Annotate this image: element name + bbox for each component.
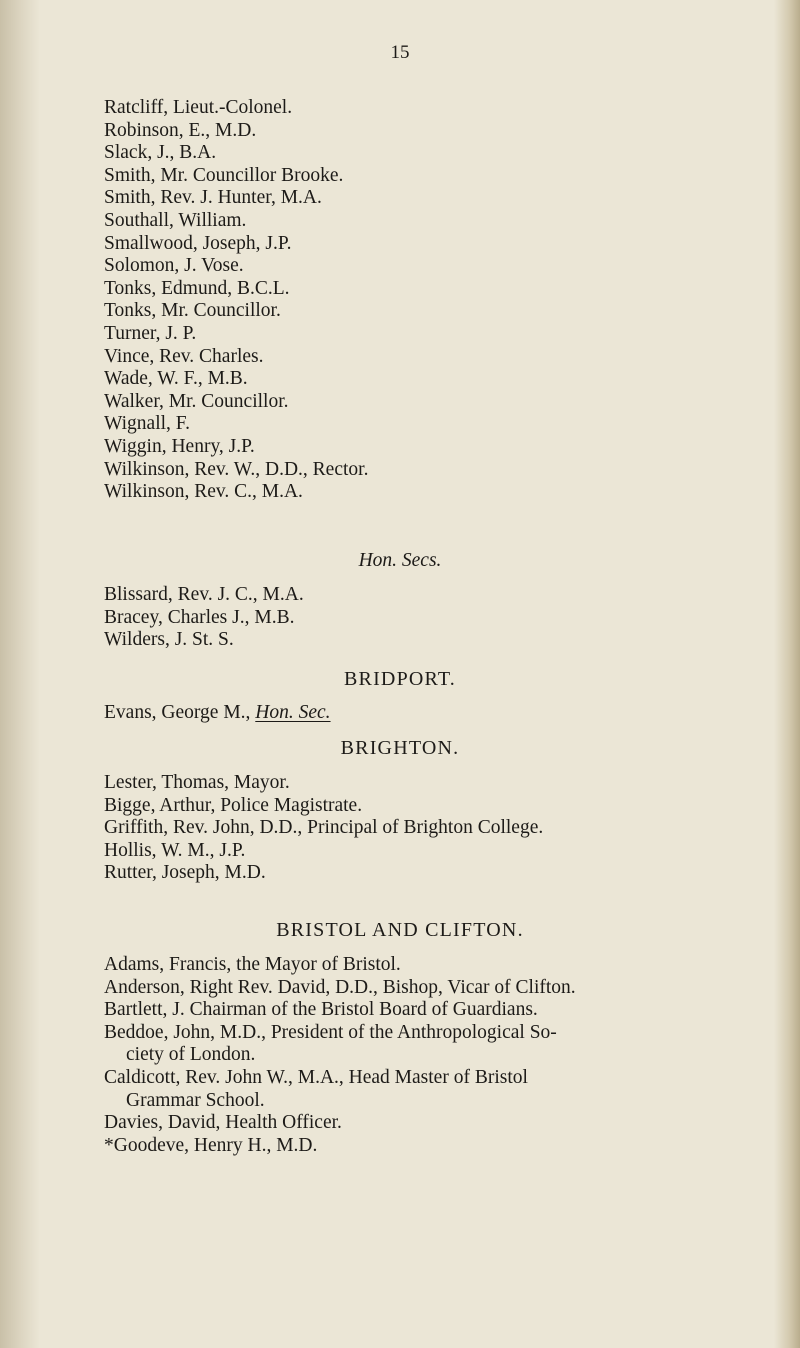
list-item: Blissard, Rev. J. C., M.A. [104, 584, 304, 605]
list-item: Wignall, F. [104, 413, 190, 435]
list-item: Wilkinson, Rev. W., D.D., Rector. [104, 458, 369, 480]
brighton-heading: BRIGHTON. [340, 737, 460, 759]
page-number: 15 [390, 42, 410, 63]
list-item-continuation [104, 1044, 576, 1067]
list-item: Vince, Rev. Charles. [104, 345, 264, 367]
list-item: Robinson, E., M.D. [104, 119, 257, 141]
list-item: Adams, Francis, the Mayor of Bristol. [104, 954, 401, 975]
list-item: Griffith, Rev. John, D.D., Principal of Brighton College. [104, 817, 544, 839]
list-item [104, 1067, 576, 1090]
list-item: Solomon, J. Vose. [104, 255, 244, 277]
bristol-list [104, 954, 576, 1157]
entry-role: Hon. Sec. [255, 702, 331, 723]
bridport-list [104, 702, 331, 725]
entry-line: Grammar School. [126, 1089, 265, 1111]
list-item: Wilkinson, Rev. C., M.A. [104, 481, 303, 503]
hon-secs-heading: Hon. Secs. [358, 550, 442, 571]
list-item: Bigge, Arthur, Police Magistrate. [104, 794, 363, 816]
hon-secs-list [104, 584, 304, 652]
list-item: Slack, J., B.A. [104, 142, 217, 164]
list-item: Lester, Thomas, Mayor. [104, 772, 290, 793]
list-item: Ratcliff, Lieut.-Colonel. [104, 97, 293, 118]
list-item: *Goodeve, Henry H., M.D. [104, 1134, 318, 1156]
list-item-continuation [104, 1090, 576, 1113]
bristol-heading: BRISTOL AND CLIFTON. [276, 919, 524, 941]
bridport-heading: BRIDPORT. [343, 668, 457, 690]
member-list [104, 97, 368, 504]
list-item: Bartlett, J. Chairman of the Bristol Board of Guardians. [104, 999, 538, 1021]
list-item: Bracey, Charles J., M.B. [104, 606, 295, 628]
list-item: Hollis, W. M., J.P. [104, 839, 246, 861]
list-item [104, 702, 331, 725]
list-item [104, 1022, 576, 1045]
list-item: Tonks, Edmund, B.C.L. [104, 277, 290, 299]
list-item: Turner, J. P. [104, 322, 197, 344]
list-item: Anderson, Right Rev. David, D.D., Bishop, Vicar of Clifton. [104, 976, 576, 998]
entry-line: Beddoe, John, M.D., President of the Anthropological So- [104, 1021, 557, 1043]
list-item: Rutter, Joseph, M.D. [104, 862, 266, 884]
list-item: Tonks, Mr. Councillor. [104, 300, 281, 322]
list-item: Walker, Mr. Councillor. [104, 390, 289, 412]
list-item: Smith, Mr. Councillor Brooke. [104, 164, 344, 186]
list-item: Wiggin, Henry, J.P. [104, 435, 255, 457]
list-item: Wade, W. F., M.B. [104, 368, 248, 390]
entry-line: ciety of London. [126, 1044, 256, 1066]
entry-name: Evans, George M., [104, 702, 251, 723]
list-item: Smith, Rev. J. Hunter, M.A. [104, 187, 322, 209]
list-item: Smallwood, Joseph, J.P. [104, 232, 292, 254]
list-item: Wilders, J. St. S. [104, 629, 234, 651]
brighton-list [104, 772, 543, 885]
list-item: Southall, William. [104, 209, 247, 231]
list-item: Davies, David, Health Officer. [104, 1112, 342, 1134]
entry-line: Caldicott, Rev. John W., M.A., Head Master of Bristol [104, 1066, 528, 1088]
